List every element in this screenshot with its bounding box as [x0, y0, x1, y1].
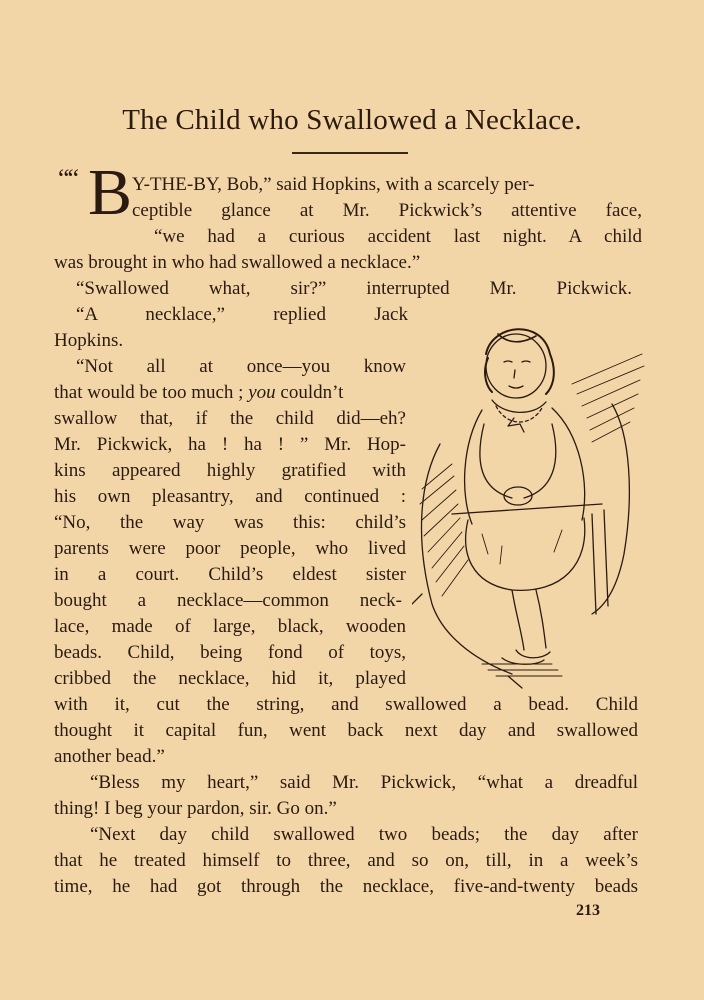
text-line: Y-THE-BY, Bob,” said Hopkins, with a scarcely per- — [132, 174, 535, 195]
chapter-title: The Child who Swallowed a Necklace. — [122, 104, 582, 136]
text-line: thing! I beg your pardon, sir. Go on.” — [54, 798, 337, 819]
text-segment: couldn’t — [280, 382, 344, 403]
text-line: lace, made of large, black, wooden — [54, 616, 406, 637]
text-line: “No, the way was this: child’s — [54, 512, 406, 533]
text-line: “Swallowed what, sir?” interrupted Mr. Pickwick. — [76, 278, 632, 299]
text-line — [54, 380, 343, 406]
text-line: “A necklace,” replied Jack — [76, 304, 408, 325]
text-line: “Bless my heart,” said Mr. Pickwick, “what a dreadful — [90, 772, 638, 793]
text-line: swallow that, if the child did—eh? — [54, 408, 406, 429]
text-segment: that would be too much ; — [54, 382, 244, 403]
child-in-chair-illustration — [412, 314, 648, 692]
text-line: Hopkins. — [54, 330, 124, 351]
text-line: ceptible glance at Mr. Pickwick’s attentive face, — [132, 200, 642, 221]
page-number: 213 — [576, 902, 600, 919]
text-line: “Next day child swallowed two beads; the day after — [90, 824, 638, 845]
title-rule — [292, 152, 408, 154]
text-line: bought a necklace—common neck- — [54, 590, 402, 611]
chair-hatching — [420, 354, 644, 596]
text-line: time, he had got through the necklace, five-and-twenty beads — [54, 876, 638, 897]
text-line: that he treated himself to three, and so on, till, in a week’s — [54, 850, 638, 871]
text-line: “Not all at once—you know — [76, 356, 406, 377]
text-line: was brought in who had swallowed a necklace.” — [54, 252, 421, 273]
text-line: beads. Child, being fond of toys, — [54, 642, 406, 663]
opening-quote: ““ — [58, 164, 78, 193]
text-line: parents were poor people, who lived — [54, 538, 406, 559]
text-line: thought it capital fun, went back next day and swallowed — [54, 720, 638, 741]
italic-word: you — [248, 382, 276, 403]
text-line: “we had a curious accident last night. A child — [154, 226, 642, 247]
text-line: in a court. Child’s eldest sister — [54, 564, 406, 585]
text-line: Mr. Pickwick, ha ! ha ! ” Mr. Hop- — [54, 434, 406, 455]
text-line: kins appeared highly gratified with — [54, 460, 406, 481]
text-line: cribbed the necklace, hid it, played — [54, 668, 406, 689]
text-line: another bead.” — [54, 746, 165, 767]
text-line: his own pleasantry, and continued : — [54, 486, 406, 507]
drop-cap: B — [88, 156, 133, 229]
text-line: with it, cut the string, and swallowed a bead. Child — [54, 694, 638, 715]
